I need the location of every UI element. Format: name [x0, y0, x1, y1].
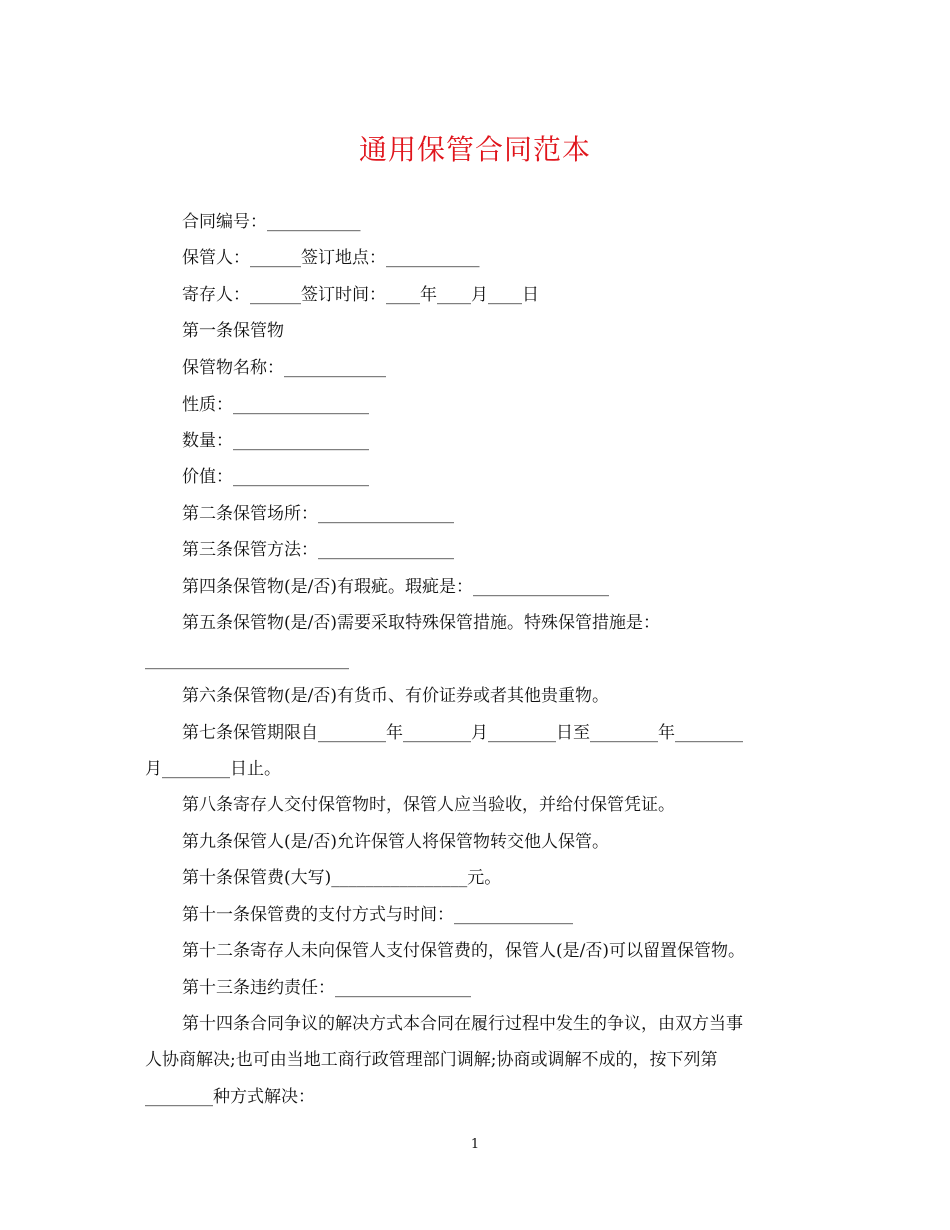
article-2-line: 第二条保管场所：________________: [182, 504, 454, 524]
quantity-line: 数量：________________: [182, 431, 369, 451]
document-title: 通用保管合同范本: [358, 133, 591, 166]
article-6-line: 第六条保管物(是/否)有货币、有价证券或者其他贵重物。: [182, 686, 609, 706]
contract-number-line: 合同编号：___________: [182, 212, 361, 232]
article-4-line: 第四条保管物(是/否)有瑕疵。瑕疵是：________________: [182, 577, 609, 597]
custodian-line: 保管人：______签订地点：___________: [182, 248, 480, 268]
nature-line: 性质：________________: [182, 395, 369, 415]
article-7-continuation: 月________日止。: [145, 759, 281, 779]
page-number: 1: [470, 1137, 480, 1152]
item-name-line: 保管物名称：____________: [182, 358, 386, 378]
article-5-blank: ________________________: [145, 650, 349, 670]
article-11-line: 第十一条保管费的支付方式与时间：______________: [182, 905, 573, 925]
article-3-line: 第三条保管方法：________________: [182, 540, 454, 560]
article-14-continuation: 人协商解决;也可由当地工商行政管理部门调解;协商或调解不成的，按下列第: [145, 1050, 718, 1070]
article-10-line: 第十条保管费(大写)________________元。: [182, 868, 502, 888]
article-12-line: 第十二条寄存人未向保管人支付保管费的，保管人(是/否)可以留置保管物。: [182, 941, 745, 961]
article-5-line: 第五条保管物(是/否)需要采取特殊保管措施。特殊保管措施是：: [182, 613, 660, 633]
value-line: 价值：________________: [182, 467, 369, 487]
article-13-line: 第十三条违约责任：________________: [182, 978, 471, 998]
article-14-line: 第十四条合同争议的解决方式本合同在履行过程中发生的争议，由双方当事: [182, 1014, 743, 1034]
article-1-heading: 第一条保管物: [182, 321, 284, 341]
article-7-line: 第七条保管期限自________年________月________日至________年________: [182, 723, 743, 743]
article-8-line: 第八条寄存人交付保管物时，保管人应当验收，并给付保管凭证。: [182, 795, 675, 815]
article-14-blank-line: ________种方式解决：: [145, 1087, 315, 1107]
depositor-line: 寄存人：______签订时间：____年____月____日: [182, 285, 539, 305]
article-9-line: 第九条保管人(是/否)允许保管人将保管物转交他人保管。: [182, 832, 609, 852]
